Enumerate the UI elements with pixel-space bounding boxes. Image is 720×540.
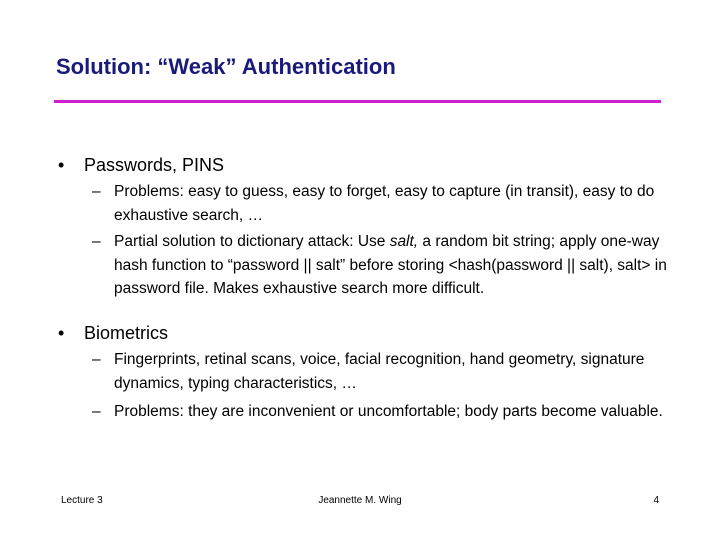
bullet-icon: • (58, 155, 65, 175)
sub-bullet-salt-solution (92, 230, 672, 301)
sub-bullet-biometric-examples (92, 348, 672, 395)
bullet-label: Biometrics (84, 323, 169, 343)
sub-bullet-text: Fingerprints, retinal scans, voice, facial recognition, hand geometry, signature dynamics, typing characteristics, … (114, 351, 645, 392)
salt-text-before: Partial solution to dictionary attack: Use (114, 233, 390, 250)
footer-lecture: Lecture 3 (61, 495, 103, 506)
sub-bullet-biometric-problems (92, 400, 672, 424)
bullet-icon: • (58, 323, 65, 343)
bullet-biometrics (58, 322, 168, 344)
dash-icon: – (92, 233, 101, 250)
footer-page-number: 4 (653, 495, 659, 506)
bullet-passwords (58, 154, 224, 176)
salt-text-after: a random bit string; apply one-way hash function to “password || salt” before storing <hash(password || salt), salt> in password file. Makes exhaustive search more difficult. (114, 233, 667, 297)
sub-bullet-text: Problems: they are inconvenient or uncomfortable; body parts become valuable. (114, 403, 663, 420)
sub-bullet-password-problems (92, 180, 672, 227)
dash-icon: – (92, 351, 101, 368)
bullet-label: Passwords, PINS (84, 155, 225, 175)
sub-bullet-text (114, 230, 672, 301)
footer-author: Jeannette M. Wing (318, 495, 402, 506)
salt-term: salt, (389, 233, 419, 250)
dash-icon: – (92, 183, 101, 200)
sub-bullet-text: Problems: easy to guess, easy to forget, easy to capture (in transit), easy to do exhaustive search, … (114, 183, 655, 224)
slide-title: Solution: “Weak” Authentication (56, 54, 396, 79)
dash-icon: – (92, 403, 101, 420)
title-underline (54, 100, 661, 103)
